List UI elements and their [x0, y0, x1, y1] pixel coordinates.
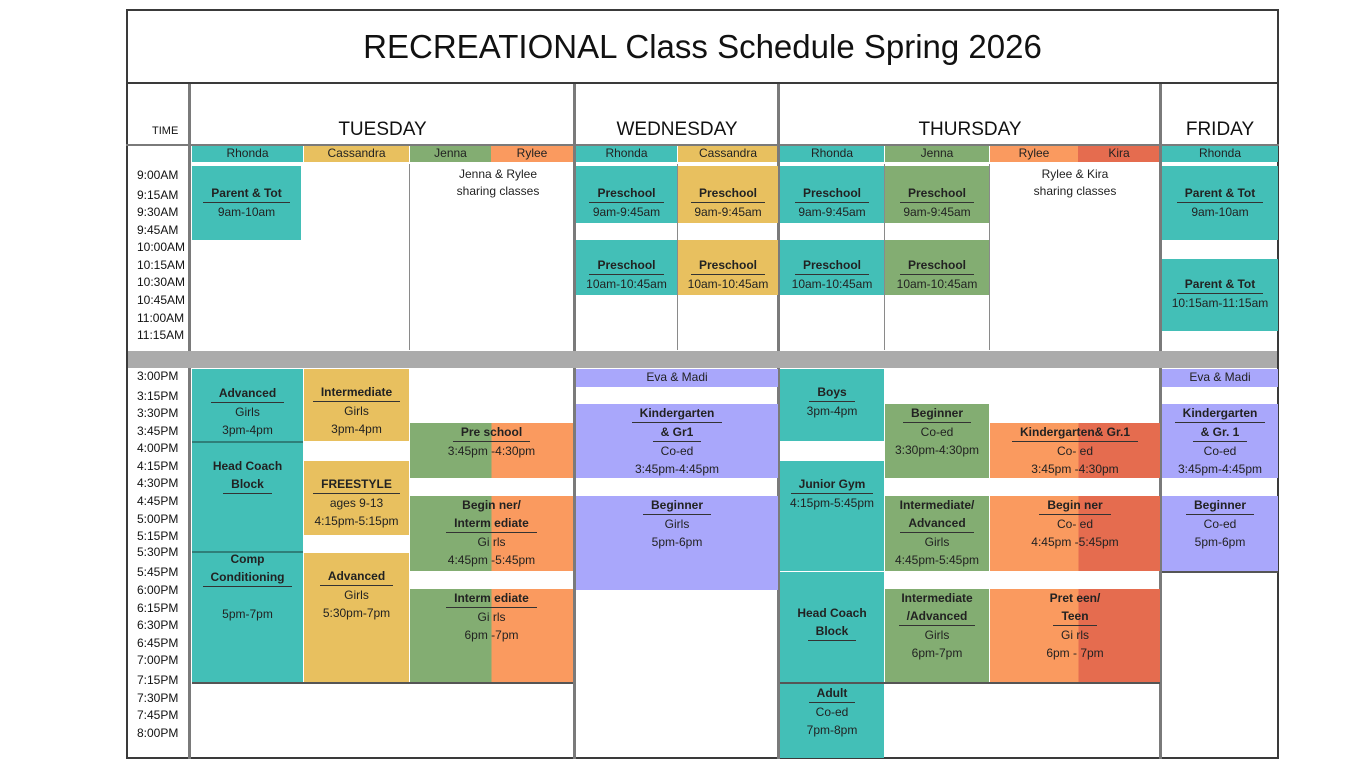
- class-wed-preschool-1-rhonda[interactable]: [576, 166, 677, 223]
- class-sub: Gi rls: [477, 535, 506, 549]
- class-thu-preschool-2-rhonda[interactable]: [780, 240, 884, 295]
- time-header: TIME: [152, 125, 179, 137]
- class-time: 6pm - 7pm: [1046, 646, 1104, 660]
- class-sub: ages 9-13: [329, 496, 384, 510]
- class-time: 9am-9:45am: [694, 205, 762, 219]
- class-sub: Girls: [344, 404, 369, 418]
- page-title: RECREATIONAL Class Schedule Spring 2026: [363, 28, 1042, 65]
- class-time: 3pm-4pm: [331, 422, 382, 436]
- time-label: 4:00PM: [137, 441, 179, 455]
- class-wed-preschool-2-rhonda[interactable]: [576, 240, 677, 295]
- class-fri-kindergarten[interactable]: [1162, 404, 1278, 478]
- class-time: 4:45pm-5:45pm: [894, 553, 980, 567]
- note-line: sharing classes: [1033, 184, 1117, 198]
- time-label: 10:00AM: [137, 240, 186, 254]
- block-divider: [192, 441, 303, 443]
- class-name: FREESTYLE: [313, 475, 400, 494]
- class-name: Pret een/: [1049, 591, 1101, 605]
- class-time: 3:45pm-4:45pm: [1177, 462, 1263, 476]
- class-name: Preschool: [691, 256, 765, 275]
- time-label: 4:45PM: [137, 494, 179, 508]
- day-friday: FRIDAY: [1185, 119, 1255, 140]
- class-sub: Co-ed: [815, 705, 849, 719]
- class-time: 6pm-7pm: [911, 646, 963, 660]
- class-tue-beginner-intermediate[interactable]: [410, 496, 573, 571]
- time-label: 3:15PM: [137, 389, 179, 403]
- class-tue-parent-tot[interactable]: [192, 166, 301, 240]
- class-fri-beginner[interactable]: [1162, 496, 1278, 571]
- class-time: 5pm-6pm: [651, 535, 703, 549]
- time-label: 9:00AM: [137, 168, 179, 182]
- time-label: 8:00PM: [137, 726, 179, 740]
- time-label: 11:00AM: [137, 311, 185, 325]
- class-name-2: /Advanced: [899, 607, 976, 626]
- class-time: 9am-9:45am: [903, 205, 971, 219]
- coach-header-fri-rhonda: Rhonda: [1162, 146, 1278, 162]
- coach-header-wed-rhonda: Rhonda: [576, 146, 677, 162]
- coach-header-tue-rylee: Rylee: [491, 146, 573, 162]
- class-time: 4:15pm-5:45pm: [789, 496, 875, 510]
- class-sub: Girls: [924, 628, 950, 642]
- class-thu-intermediate-advanced-2[interactable]: [885, 589, 989, 682]
- coach-header-wed-cassandra: Cassandra: [678, 146, 778, 162]
- class-thu-preschool-1-rhonda[interactable]: [780, 166, 884, 223]
- class-name: Kindergarten: [632, 404, 723, 423]
- class-sub: Girls: [235, 405, 260, 419]
- class-sub: Girls: [344, 588, 369, 602]
- class-name-2: & Gr1: [653, 423, 702, 442]
- class-thu-preschool-2-jenna[interactable]: [885, 240, 989, 295]
- class-tue-freestyle[interactable]: [304, 461, 409, 535]
- class-time: 5pm-6pm: [1194, 535, 1246, 549]
- time-label: 3:45PM: [137, 424, 179, 438]
- class-time: 10am-10:45am: [687, 277, 769, 291]
- coach-header-tue-jenna: Jenna: [410, 146, 491, 162]
- class-time: 7pm-8pm: [806, 723, 858, 737]
- class-name: Preschool: [900, 184, 974, 203]
- class-wed-beginner[interactable]: [576, 496, 778, 590]
- class-sub: Girls: [924, 535, 950, 549]
- time-label: 3:30PM: [137, 406, 179, 420]
- class-name: Interm ediate: [446, 589, 537, 608]
- class-name: Intermediate: [313, 383, 400, 402]
- class-name-2: Block: [223, 475, 272, 494]
- class-name: Preschool: [589, 256, 663, 275]
- class-time: 10am-10:45am: [791, 277, 873, 291]
- class-name: Preschool: [795, 184, 869, 203]
- class-sub: Co-ed: [1203, 444, 1237, 458]
- time-label: 6:00PM: [137, 583, 179, 597]
- time-label: 7:15PM: [137, 673, 179, 687]
- coach-header-thu-jenna: Jenna: [885, 146, 989, 162]
- class-tue-head-coach-block[interactable]: [192, 451, 303, 541]
- class-time: 10am-10:45am: [586, 277, 667, 291]
- time-label: 10:15AM: [137, 258, 186, 272]
- class-name: Beginner: [903, 404, 971, 423]
- class-thu-beginner-rylee-kira[interactable]: [990, 496, 1160, 571]
- coach-header-thu-kira: Kira: [1078, 146, 1160, 162]
- note-fri-eva-madi: Eva & Madi: [1162, 369, 1278, 387]
- class-name-2: Interm ediate: [446, 514, 537, 533]
- class-name: Boys: [809, 383, 854, 402]
- break-band: [128, 351, 1277, 368]
- class-time: 10:15am-11:15am: [1171, 296, 1269, 310]
- class-name: Head Coach: [212, 459, 283, 473]
- note-line: sharing classes: [456, 184, 540, 198]
- class-time: 4:45pm -5:45pm: [447, 553, 536, 567]
- class-name: Begin ner/: [462, 498, 521, 512]
- class-thu-preteen-teen[interactable]: [990, 589, 1160, 682]
- class-time: 9am-10am: [217, 205, 276, 219]
- class-name: Preschool: [900, 256, 974, 275]
- class-name-2: Teen: [1053, 607, 1096, 626]
- class-thu-adult[interactable]: [780, 684, 884, 758]
- time-label: 7:45PM: [137, 708, 179, 722]
- class-thu-junior-gym[interactable]: [780, 461, 884, 571]
- time-label: 3:00PM: [137, 369, 179, 383]
- class-name: Parent & Tot: [1177, 275, 1263, 294]
- time-label: 6:15PM: [137, 601, 179, 615]
- class-time: 9am-10am: [1191, 205, 1249, 219]
- time-label: 4:15PM: [137, 459, 179, 473]
- coach-header-thu-rhonda: Rhonda: [780, 146, 884, 162]
- class-sub: Co-ed: [1203, 517, 1237, 531]
- class-fri-parent-tot-1[interactable]: [1162, 166, 1278, 240]
- class-time: 6pm -7pm: [464, 628, 519, 642]
- class-time: 3pm-4pm: [806, 404, 858, 418]
- thu-block-bottom: [780, 682, 1160, 684]
- class-fri-parent-tot-2[interactable]: [1162, 259, 1278, 331]
- time-label: 5:30PM: [137, 545, 179, 559]
- class-sub: Gi rls: [477, 610, 506, 624]
- class-sub: Co-ed: [920, 425, 954, 439]
- class-tue-intermediate-girls[interactable]: [304, 369, 409, 441]
- class-thu-intermediate-advanced[interactable]: [885, 496, 989, 571]
- class-time: 10am-10:45am: [896, 277, 978, 291]
- day-tuesday: TUESDAY: [338, 119, 427, 140]
- time-label: 10:45AM: [137, 293, 186, 307]
- class-name: Head Coach: [797, 606, 867, 620]
- class-time: 3pm-4pm: [222, 423, 273, 437]
- coach-header-thu-rylee: Rylee: [990, 146, 1078, 162]
- time-label: 9:45AM: [137, 223, 179, 237]
- class-sub: Girls: [664, 517, 690, 531]
- class-name: Preschool: [589, 184, 663, 203]
- time-label: 9:15AM: [137, 188, 179, 202]
- day-wednesday: WEDNESDAY: [616, 119, 738, 140]
- note-line: Rylee & Kira: [1041, 167, 1109, 181]
- time-label: 10:30AM: [137, 275, 186, 289]
- class-name: Intermediate: [901, 591, 973, 605]
- class-thu-kindergarten-rylee-kira[interactable]: [990, 423, 1160, 478]
- class-time: 3:30pm-4:30pm: [894, 443, 980, 457]
- tue-block-bottom: [192, 682, 573, 684]
- class-time: 3:45pm -4:30pm: [1031, 462, 1119, 476]
- class-name: Parent & Tot: [203, 184, 289, 203]
- class-thu-head-coach-block[interactable]: [780, 572, 884, 682]
- time-label: 9:30AM: [137, 205, 179, 219]
- note-thu-sharing: [990, 166, 1160, 200]
- class-name: Parent & Tot: [1177, 184, 1263, 203]
- note-wed-eva-madi: Eva & Madi: [576, 369, 778, 387]
- class-time: 5:30pm-7pm: [322, 606, 391, 620]
- coach-header-tue-rhonda: Rhonda: [192, 146, 303, 162]
- class-name: Kindergarten& Gr.1: [1012, 423, 1138, 442]
- time-label: 5:00PM: [137, 512, 179, 526]
- class-tue-preschool-jenna-rylee[interactable]: [410, 423, 573, 478]
- class-name: Kindergarten: [1175, 404, 1266, 423]
- class-name: Advanced: [320, 567, 393, 586]
- time-label: 5:15PM: [137, 529, 179, 543]
- time-label: 4:30PM: [137, 476, 179, 490]
- time-label: 6:30PM: [137, 618, 179, 632]
- class-name: Adult: [809, 684, 856, 703]
- time-label: 7:00PM: [137, 653, 179, 667]
- time-label: 7:30PM: [137, 691, 179, 705]
- class-tue-advanced-girls-2[interactable]: [304, 553, 409, 682]
- class-sub: Gi rls: [1061, 628, 1089, 642]
- class-tue-comp-conditioning[interactable]: [192, 544, 303, 644]
- class-name-2: Advanced: [900, 514, 973, 533]
- title-divider: [126, 82, 1279, 84]
- class-time: 4:15pm-5:15pm: [314, 514, 399, 528]
- class-name: Comp: [230, 552, 265, 566]
- class-name: Advanced: [211, 384, 284, 403]
- class-time: 4:45pm -5:45pm: [1031, 535, 1119, 549]
- coach-header-tue-cassandra: Cassandra: [304, 146, 409, 162]
- class-sub: Co-ed: [660, 444, 694, 458]
- class-tue-advanced-girls[interactable]: [192, 378, 303, 440]
- class-name: Pre school: [453, 423, 530, 442]
- class-time: 9am-9:45am: [798, 205, 866, 219]
- class-name: Preschool: [795, 256, 869, 275]
- note-tue-sharing: [410, 166, 586, 200]
- class-sub: Co- ed: [1056, 517, 1094, 531]
- class-name: Begin ner: [1039, 496, 1110, 515]
- class-wed-preschool-2-cassandra[interactable]: [678, 240, 778, 295]
- time-label: 6:45PM: [137, 636, 179, 650]
- class-name: Beginner: [1186, 496, 1254, 515]
- class-name: Beginner: [643, 496, 711, 515]
- class-thu-preschool-1-jenna[interactable]: [885, 166, 989, 223]
- class-wed-kindergarten[interactable]: [576, 404, 778, 478]
- class-time: 9am-9:45am: [592, 205, 661, 219]
- time-label: 11:15AM: [137, 328, 185, 342]
- class-thu-boys[interactable]: [780, 369, 884, 441]
- class-name-2: Conditioning: [203, 568, 293, 587]
- class-sub: Co- ed: [1056, 444, 1094, 458]
- class-wed-preschool-1-cassandra[interactable]: [678, 166, 778, 223]
- time-column-divider: [188, 84, 191, 759]
- class-name: Intermediate/: [899, 498, 975, 512]
- time-label: 5:45PM: [137, 565, 179, 579]
- class-name: Preschool: [691, 184, 765, 203]
- class-time: 3:45pm-4:45pm: [634, 462, 720, 476]
- class-time: 3:45pm -4:30pm: [447, 444, 536, 458]
- class-tue-intermediate-girls-jr[interactable]: [410, 589, 573, 682]
- class-thu-beginner-jenna[interactable]: [885, 404, 989, 478]
- class-name-2: Block: [808, 622, 857, 641]
- note-line: Jenna & Rylee: [458, 167, 538, 181]
- class-time: 5pm-7pm: [222, 607, 273, 621]
- day-thursday: THURSDAY: [918, 119, 1022, 140]
- class-name: Junior Gym: [791, 475, 874, 494]
- fri-block-bottom: [1162, 571, 1278, 573]
- class-name-2: & Gr. 1: [1193, 423, 1248, 442]
